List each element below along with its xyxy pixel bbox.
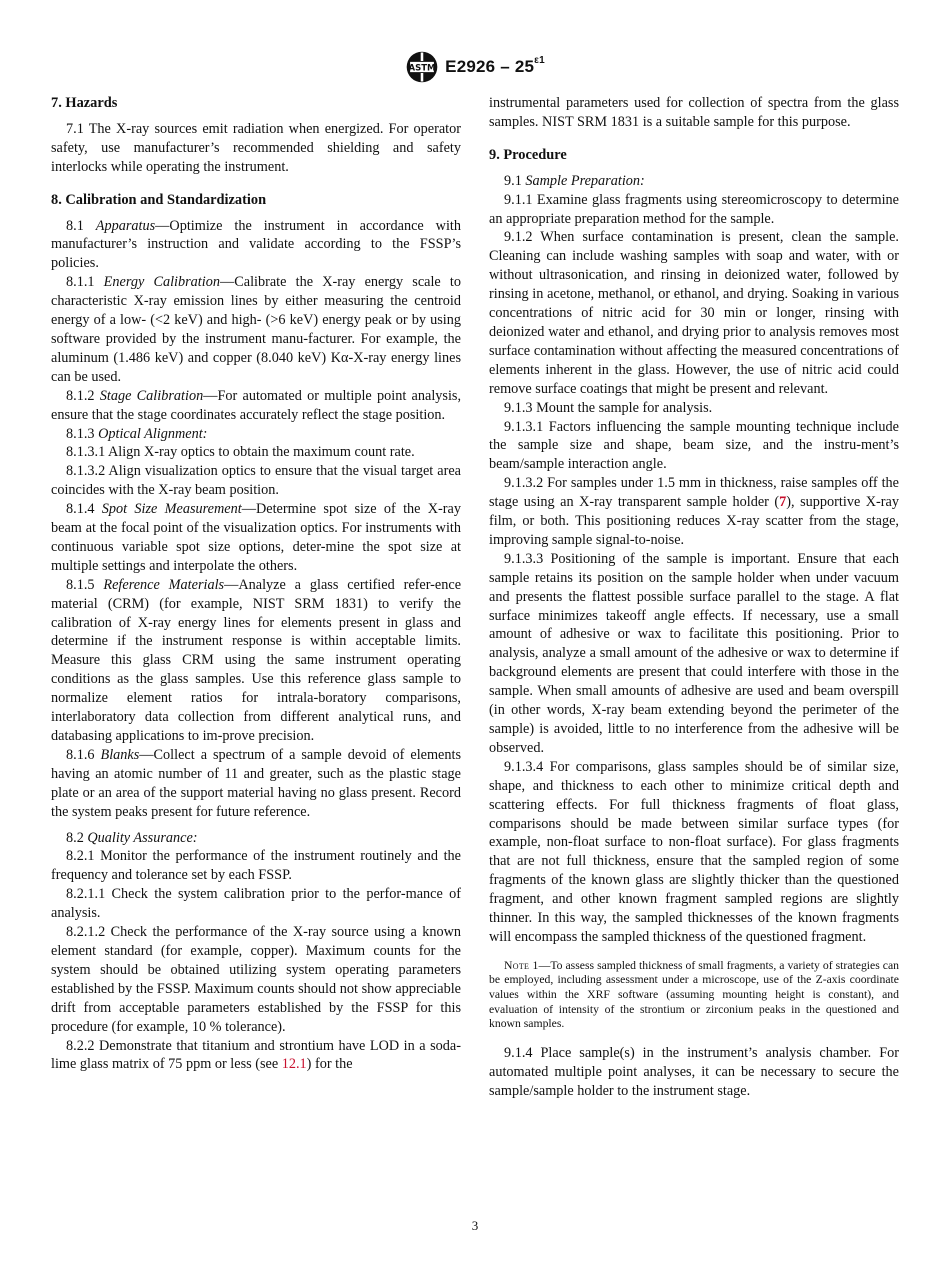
paragraph-8-1-3-1: 8.1.3.1 Align X-ray optics to obtain the maximum count rate. bbox=[66, 444, 415, 461]
svg-text:ASTM: ASTM bbox=[408, 63, 436, 74]
page-header bbox=[0, 50, 950, 84]
section-9-heading: 9. Procedure bbox=[489, 146, 567, 163]
paragraph-8-1-1: 8.1.1 Energy Calibration—Calibrate the X-ray energy scale to characteristic X-ray emission lines by either measuring the centroid energy of a low- (<2 keV) and high- (>6 keV) energy peak or by using software provided by the instrument manu-facturer. For example, the aluminum (1.486 keV) and copper (8.040 keV) Kα-X-ray energy lines can be used. bbox=[51, 274, 462, 385]
paragraph-8-1: 8.1 Apparatus—Optimize the instrument in accordance with manufacturer’s instruction and validate according to the FSSP’s policies. bbox=[51, 217, 461, 272]
paragraph-8-2-1: 8.2.1 Monitor the performance of the instrument routinely and the frequency and tolerance set by each FSSP. bbox=[51, 848, 461, 884]
paragraph-9-1-3-2: 9.1.3.2 For samples under 1.5 mm in thickness, raise samples off the stage using an X-ray transparent sample holder (7), supportive X-ray film, or both. This positioning reduces X-ray scatter from the stage, improving sample signal-to-noise. bbox=[489, 475, 899, 548]
paragraph-9-1-1: 9.1.1 Examine glass fragments using stereomicroscopy to determine an appropriate preparation method for the sample. bbox=[489, 191, 899, 227]
paragraph-9-1: 9.1 Sample Preparation: bbox=[504, 172, 645, 189]
paragraph-8-2-2: 8.2.2 Demonstrate that titanium and strontium have LOD in a soda-lime glass matrix of 75 ppm or less (see 12.1) for the bbox=[51, 1037, 461, 1073]
astm-logo-icon bbox=[405, 50, 439, 84]
paragraph-9-1-3-3: 9.1.3.3 Positioning of the sample is important. Ensure that each sample retains its position on the sample holder when under vacuum and presents the flattest possible surface parallel to the stage. A flat surface minimizes takeoff angle effects. If necessary, use a small amount of adhesive or wax to facilitate this positioning. Prior to analysis, analyze a small amount of the adhesive or wax to determine if background elements are present that could interfere with those in the sample. When small amounts of adhesive are used and beam overspill (in other words, X-ray beam extending beyond the perimeter of the sample) is avoided, little to no interference from the adhesive will be observed. bbox=[489, 550, 899, 756]
section-7-heading: 7. Hazards bbox=[51, 95, 118, 111]
epsilon-superscript: ε1 bbox=[534, 55, 545, 67]
standard-designation: $E2926 - 25^{\varepsilon 1}$ bbox=[445, 55, 545, 76]
section-12-1-link[interactable]: 12.1 bbox=[281, 1056, 307, 1073]
paragraph-9-1-4: 9.1.4 Place sample(s) in the instrument’s analysis chamber. For automated multiple point analyses, it can be necessary to secure the sample/sample holder to the instrument stage. bbox=[489, 1044, 899, 1099]
paragraph-8-2: 8.2 Quality Assurance: bbox=[66, 829, 198, 846]
reference-7-link[interactable]: 7 bbox=[779, 494, 787, 511]
paragraph-8-1-2: 8.1.2 Stage Calibration—For automated or multiple point analysis, ensure that the stage coordinates accurately reflect the stage position. bbox=[51, 387, 462, 423]
paragraph-9-1-3-1: 9.1.3.1 Factors influencing the sample mounting technique include the sample size and shape, beam size, and the instru-ment’s beam/sample interaction angle. bbox=[489, 418, 899, 473]
page-number: 3 bbox=[471, 1218, 479, 1233]
section-8-heading: 8. Calibration and Standardization bbox=[51, 191, 267, 208]
note-label: Note 1 bbox=[504, 958, 539, 972]
paragraph-8-2-1-2: 8.2.1.2 Check the performance of the X-ray source using a known element standard (for example, copper). Maximum counts for the system should be obtained utilizing system operating parameters established by the FSSP. Maximum counts should not show appreciable drift from acceptable parameters established by the FSSP for this procedure (for example, 10 % tolerance). bbox=[51, 924, 461, 1035]
paragraph-7-1: 7.1 The X-ray sources emit radiation when energized. For operator safety, use manufacturer’s recommended shielding and safety interlocks while operating the instrument. bbox=[51, 120, 461, 175]
paragraph-8-2-1-1: 8.2.1.1 Check the system calibration prior to the perfor-mance of analysis. bbox=[51, 886, 461, 922]
paragraph-8-1-3-2: 8.1.3.2 Align visualization optics to ensure that the visual target area coincides with the X-ray beam position. bbox=[51, 463, 461, 499]
paragraph-9-1-3: 9.1.3 Mount the sample for analysis. bbox=[504, 399, 713, 416]
paragraph-8-2-2-continued: instrumental parameters used for collection of spectra from the glass samples. NIST SRM 1831 is a suitable sample for this purpose. bbox=[489, 95, 899, 130]
paragraph-8-1-4: 8.1.4 Spot Size Measurement—Determine spot size of the X-ray beam at the focal point of the visualization optics. For instruments with continuous variable spot size options, deter-mine the spot size at multiple settings and interpolate the others. bbox=[51, 501, 462, 574]
left-column bbox=[51, 94, 461, 1074]
paragraph-9-1-3-4: 9.1.3.4 For comparisons, glass samples should be of similar size, shape, and thickness to each other to minimize critical depth and scattering effects. For full thickness fragments of float glass, comparisons should be made between similar surface types (for example, non-float surface to non-float surface). For glass fragments that are not full thickness, ensure that the sampled region of some fragments of the known glass are slightly thicker than the questioned fragment, and other known fragment sampled regions are slightly thinner. In this way, the sampled thicknesses of the known fragments will encompass the sampled thickness of the questioned fragment. bbox=[489, 758, 899, 945]
right-column bbox=[489, 94, 899, 1101]
note-1: Note 1—To assess sampled thickness of small fragments, a variety of strategies can be employed, including assessment under a microscope, use of the Z-axis coordinate values within the XRF software (assuming mounting height is constant), and evaluation of intensity of the strontium or zirconium peaks in the questioned and known samples. bbox=[489, 958, 899, 1031]
paragraph-8-1-6: 8.1.6 Blanks—Collect a spectrum of a sample devoid of elements having an atomic number of 11 and greater, such as the plastic stage plate or an area of the support material having no glass present. Record the system peaks present for future reference. bbox=[51, 746, 462, 820]
paragraph-8-1-3: 8.1.3 Optical Alignment: bbox=[66, 425, 208, 442]
paragraph-8-1-5: 8.1.5 Reference Materials—Analyze a glass certified refer-ence material (CRM) (for example, NIST SRM 1831) to verify the calibration of X-ray energy lines for elements present in glass and determine if the instrument response is within acceptable limits. Measure this glass CRM using the same instrument operating conditions as the glass samples. Use this reference glass sample to normalize element ratios for intrala-boratory comparisons, interlaboratory data collection from different analytical runs, and databasing applications to im-prove precision. bbox=[51, 576, 462, 744]
paragraph-9-1-2: 9.1.2 When surface contamination is present, clean the sample. Cleaning can include washing samples with soap and water, with or without ultrasonication, and rinsing in deionized water, followed by rinsing in acetone, methanol, or ethanol, and drying. Soaking in various concentrations of nitric acid for 30 min or longer, rinsing with deionized water and ethanol, and drying prior to analysis removes most surface contamination without affecting the measured concentrations of elements inherent in the glass. However, the use of nitric acid could remove surface coatings that might be present and relevant. bbox=[489, 229, 899, 397]
